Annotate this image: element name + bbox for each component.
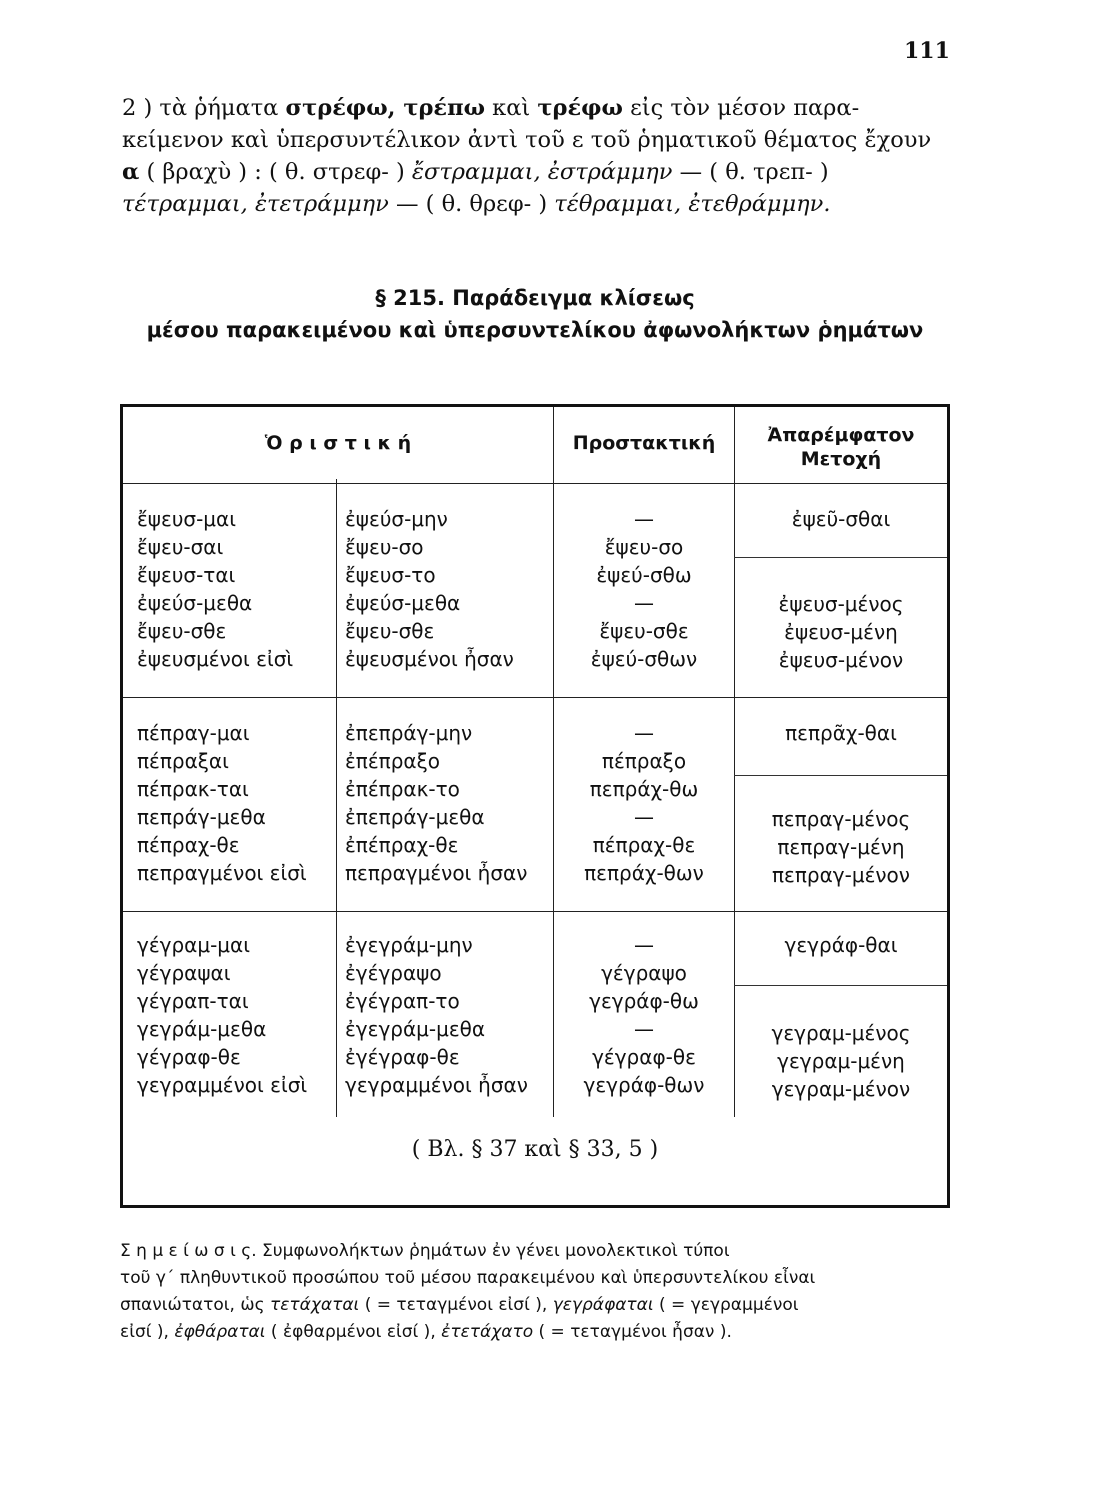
form-cell: — bbox=[634, 591, 654, 615]
form-cell: ἔψευ-σθε bbox=[345, 619, 435, 643]
form-cell: πέπραξο bbox=[601, 749, 687, 773]
form-cell: ἔψευ-σθε bbox=[599, 619, 689, 643]
para-text: 2 ) τὰ ῥήματα bbox=[122, 95, 286, 121]
form-cell: ἐψευσ-μένον bbox=[778, 648, 904, 672]
block-2-participle bbox=[735, 805, 947, 889]
para-line-2: κείμενον καὶ ὑπερσυντέλικον ἀντὶ τοῦ ε τοῦ ῥηματικοῦ θέματος ἔχουν bbox=[122, 127, 932, 153]
form-cell: γεγράφ-θαι bbox=[784, 933, 898, 957]
note-italic: ἐτετάχατο bbox=[441, 1322, 534, 1342]
form-cell: ἐπεπράγ-μεθα bbox=[345, 805, 485, 829]
block-3-participle bbox=[735, 1019, 947, 1103]
form-cell: ἐψευσμένοι εἰσὶ bbox=[137, 647, 294, 671]
para-text: καὶ bbox=[485, 95, 538, 121]
block-1-participle bbox=[735, 590, 947, 674]
remarks-note bbox=[120, 1238, 950, 1346]
form-cell: — bbox=[634, 933, 654, 957]
note-text: ( ἐφθαρμένοι εἰσί ), bbox=[265, 1322, 442, 1342]
form-cell: ἐγέγραφ-θε bbox=[345, 1045, 460, 1069]
note-line-1 bbox=[120, 1238, 950, 1265]
form-cell: — bbox=[634, 721, 654, 745]
para-bold: α bbox=[122, 159, 140, 185]
form-cell: ἐψεῦ-σθαι bbox=[791, 507, 891, 531]
form-cell: πεπραγμένοι ἦσαν bbox=[345, 861, 528, 885]
para-text: εἰς τὸν μέσον παρα- bbox=[622, 95, 860, 121]
form-cell: ἐγέγραψο bbox=[345, 961, 442, 985]
para-text: — ( θ. θρεφ- ) bbox=[388, 191, 555, 217]
header-imperative: Προστακτική bbox=[572, 432, 716, 454]
form-cell: πεπραγ-μένη bbox=[777, 835, 905, 859]
form-cell: πεπραγ-μένον bbox=[772, 863, 910, 887]
divider-infinitive-participle-3 bbox=[734, 985, 947, 986]
form-cell: γέγραφ-θε bbox=[137, 1045, 241, 1069]
block-1-pluperfect bbox=[345, 505, 514, 673]
form-cell: ἔψευσ-ται bbox=[137, 563, 236, 587]
form-cell: ἐπέπραχ-θε bbox=[345, 833, 459, 857]
form-cell: ἐψεύ-σθων bbox=[590, 647, 698, 671]
form-cell: ἐπέπρακ-το bbox=[345, 777, 460, 801]
note-line-2: τοῦ γ΄ πληθυντικοῦ προσώπου τοῦ μέσου παρακειμένου καὶ ὑπερσυντελίκου εἶναι bbox=[120, 1268, 816, 1288]
form-cell: πεπράχ-θων bbox=[584, 861, 704, 885]
para-bold: στρέφω, τρέπω bbox=[285, 95, 486, 121]
form-cell: ἔψευ-σο bbox=[345, 535, 424, 559]
form-cell: πέπραχ-θε bbox=[137, 833, 240, 857]
para-italic: ἔστραμμαι, ἐστράμμην bbox=[411, 159, 673, 185]
heading-line-2: μέσου παρακειμένου καὶ ὑπερσυντελίκου ἀφωνολήκτων ῥημάτων bbox=[146, 318, 924, 342]
note-line-4 bbox=[120, 1319, 950, 1346]
form-cell: πέπραξαι bbox=[137, 749, 229, 773]
header-participle: Μετοχή bbox=[800, 448, 882, 470]
form-cell: πέπραχ-θε bbox=[592, 833, 696, 857]
table-reference: ( Βλ. § 37 καὶ § 33, 5 ) bbox=[411, 1137, 659, 1162]
note-label: Σ η μ ε ί ω σ ι ς. bbox=[120, 1241, 257, 1261]
form-cell: — bbox=[634, 507, 654, 531]
form-cell: ἔψευσ-το bbox=[345, 563, 436, 587]
form-cell: γεγραμ-μένον bbox=[771, 1077, 911, 1101]
form-cell: ἔψευ-σθε bbox=[137, 619, 227, 643]
form-cell: ἐψεύσ-μεθα bbox=[345, 591, 461, 615]
form-cell: ἐψευσμένοι ἦσαν bbox=[345, 647, 514, 671]
form-cell: ἐγέγραπ-το bbox=[345, 989, 460, 1013]
form-cell: ἐπέπραξο bbox=[345, 749, 440, 773]
form-cell: γέγραψο bbox=[601, 961, 687, 985]
para-line-3 bbox=[122, 156, 950, 188]
note-italic: ἐφθάραται bbox=[174, 1322, 266, 1342]
block-3-perfect bbox=[137, 931, 307, 1099]
form-cell: γέγραψαι bbox=[137, 961, 231, 985]
form-cell: πέπρακ-ται bbox=[137, 777, 249, 801]
form-cell: γεγράφ-θων bbox=[583, 1073, 705, 1097]
note-text: εἰσί ), bbox=[120, 1322, 175, 1342]
divider-h-block-2 bbox=[123, 911, 947, 912]
para-bold: τρέφω bbox=[537, 95, 623, 121]
header-infinitive: Ἀπαρέμφατον bbox=[767, 424, 915, 446]
divider-v-perfect-pluperfect bbox=[336, 479, 337, 1117]
divider-h-block-1 bbox=[123, 697, 947, 698]
page-number: 111 bbox=[904, 38, 950, 64]
conjugation-table bbox=[120, 404, 950, 1208]
block-2-perfect bbox=[137, 719, 307, 887]
header-infinitive-participle bbox=[735, 423, 947, 471]
block-1-infinitive bbox=[735, 505, 947, 533]
form-cell: γεγραμ-μένη bbox=[777, 1049, 905, 1073]
block-1-imperative bbox=[554, 505, 734, 673]
block-2-infinitive bbox=[735, 719, 947, 747]
section-heading bbox=[120, 282, 950, 346]
form-cell: γεγραμ-μένος bbox=[771, 1021, 911, 1045]
header-indicative: Ὁ ρ ι σ τ ι κ ή bbox=[264, 432, 412, 454]
form-cell: ἐγεγράμ-μεθα bbox=[345, 1017, 486, 1041]
form-cell: ἐγεγράμ-μην bbox=[345, 933, 473, 957]
note-text: ( = γεγραμμένοι bbox=[653, 1295, 799, 1315]
block-2-pluperfect bbox=[345, 719, 527, 887]
form-cell: πεπράγ-μεθα bbox=[137, 805, 266, 829]
divider-infinitive-participle-2 bbox=[734, 775, 947, 776]
para-text: ( βραχὺ ) : ( θ. στρεφ- ) bbox=[139, 159, 412, 185]
form-cell: γεγραμμένοι εἰσὶ bbox=[137, 1073, 308, 1097]
form-cell: πεπράχ-θω bbox=[589, 777, 699, 801]
form-cell: ἐψεύσ-μεθα bbox=[137, 591, 253, 615]
form-cell: γέγραμ-μαι bbox=[137, 933, 250, 957]
block-2-imperative bbox=[554, 719, 734, 887]
note-text: σπανιώτατοι, ὡς bbox=[120, 1295, 270, 1315]
form-cell: ἐψευσ-μένη bbox=[784, 620, 898, 644]
block-3-infinitive bbox=[735, 931, 947, 959]
para-italic: τέτραμμαι, ἐτετράμμην bbox=[122, 191, 389, 217]
form-cell: ἔψευ-σο bbox=[604, 535, 684, 559]
para-italic: τέθραμμαι, ἐτεθράμμην. bbox=[554, 191, 831, 217]
form-cell: γεγραμμένοι ἦσαν bbox=[345, 1073, 528, 1097]
form-cell: γεγράμ-μεθα bbox=[137, 1017, 267, 1041]
divider-h-header bbox=[123, 483, 947, 484]
form-cell: πεπραγ-μένος bbox=[771, 807, 911, 831]
divider-infinitive-participle-1 bbox=[734, 557, 947, 558]
form-cell: ἔψευ-σαι bbox=[137, 535, 224, 559]
note-italic: γεγράφαται bbox=[552, 1295, 654, 1315]
form-cell: ἐψεύσ-μην bbox=[345, 507, 448, 531]
form-cell: ἔψευσ-μαι bbox=[137, 507, 236, 531]
block-1-perfect bbox=[137, 505, 293, 673]
form-cell: — bbox=[634, 805, 654, 829]
form-cell: ἐψευσ-μένος bbox=[778, 592, 904, 616]
form-cell: πέπραγ-μαι bbox=[137, 721, 250, 745]
para-text: — ( θ. τρεπ- ) bbox=[672, 159, 829, 185]
para-line-1 bbox=[122, 92, 950, 124]
note-text: ( = τεταγμένοι ἦσαν ). bbox=[533, 1322, 732, 1342]
form-cell: γεγράφ-θω bbox=[589, 989, 699, 1013]
form-cell: — bbox=[634, 1017, 654, 1041]
para-line-4 bbox=[122, 188, 950, 220]
intro-paragraph bbox=[122, 92, 950, 220]
form-cell: γέγραφ-θε bbox=[592, 1045, 696, 1069]
form-cell: γέγραπ-ται bbox=[137, 989, 249, 1013]
heading-line-1: § 215. Παράδειγμα κλίσεως bbox=[375, 286, 695, 310]
note-text: ( = τεταγμένοι εἰσί ), bbox=[359, 1295, 553, 1315]
block-3-pluperfect bbox=[345, 931, 528, 1099]
note-line-3 bbox=[120, 1292, 950, 1319]
form-cell: ἐπεπράγ-μην bbox=[345, 721, 473, 745]
form-cell: πεπραγμένοι εἰσὶ bbox=[137, 861, 307, 885]
note-text: Συμφωνολήκτων ῥημάτων ἐν γένει μονολεκτικοὶ τύποι bbox=[256, 1241, 730, 1261]
note-italic: τετάχαται bbox=[269, 1295, 360, 1315]
block-3-imperative bbox=[554, 931, 734, 1099]
form-cell: ἐψεύ-σθω bbox=[596, 563, 692, 587]
form-cell: πεπρᾶχ-θαι bbox=[785, 721, 897, 745]
